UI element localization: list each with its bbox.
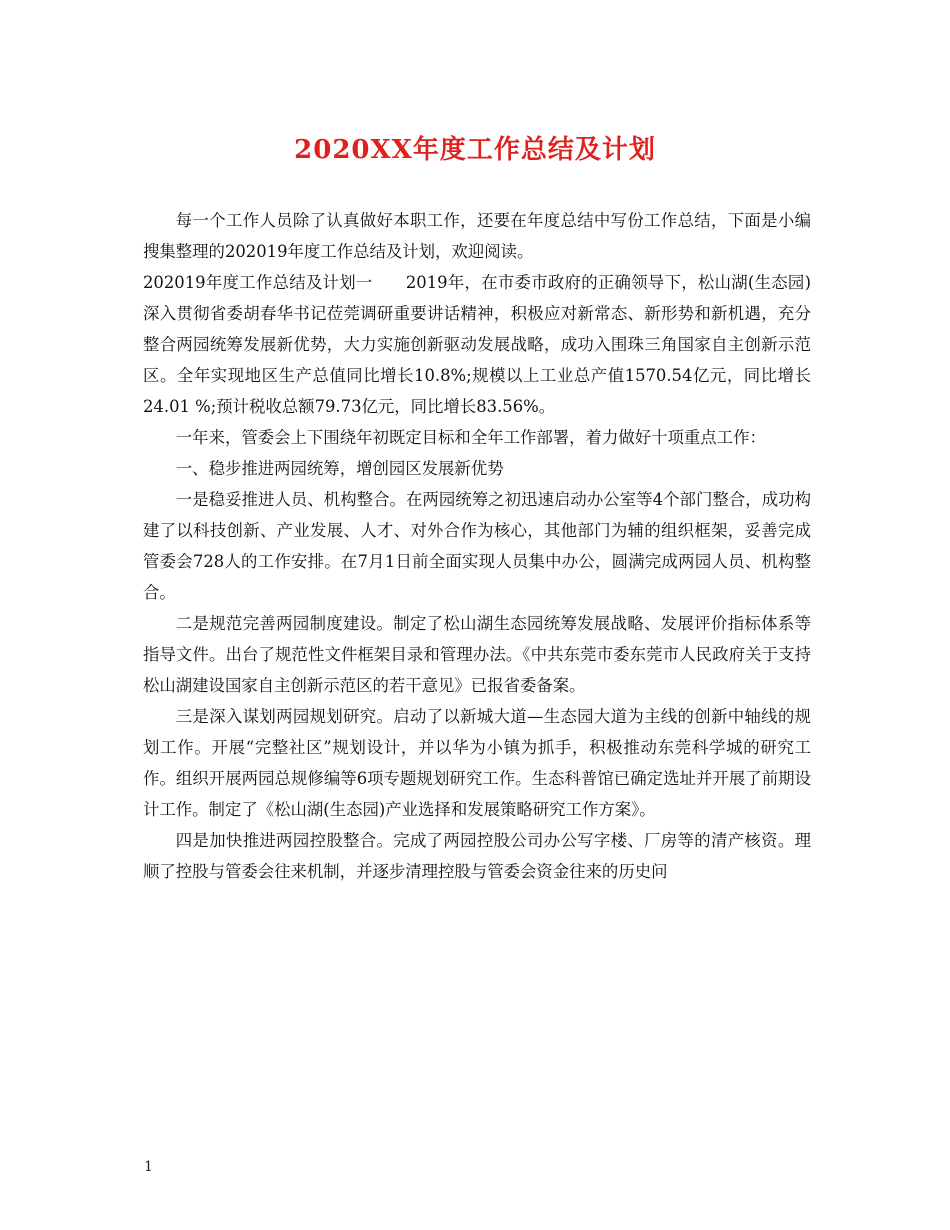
paragraph-item-1: 一是稳妥推进人员、机构整合。在两园统筹之初迅速启动办公室等4个部门整合，成功构建了以科技创新、产业发展、人才、对外合作为核心，其他部门为辅的组织框架，妥善完成管委会728人的工作安排。在7月1日前全面实现人员集中办公，圆满完成两园人员、机构整合。 bbox=[143, 490, 811, 602]
page-number: 1 bbox=[144, 1159, 153, 1175]
paragraph-summary: 202019年度工作总结及计划一 2019年，在市委市政府的正确领导下，松山湖(生态园)深入贯彻省委胡春华书记莅莞调研重要讲话精神，积极应对新常态、新形势和新机遇，充分整合两园统筹发展新优势，大力实施创新驱动发展战略，成功入围珠三角国家自主创新示范区。全年实现地区生产总值同比增长10.8%;规模以上工业总产值1570.54亿元，同比增长24.01 %;预计税收总额79.73亿元，同比增长83.56%。 bbox=[143, 273, 811, 416]
paragraph-item-2: 二是规范完善两园制度建设。制定了松山湖生态园统筹发展战略、发展评价指标体系等指导文件。出台了规范性文件框架目录和管理办法。《中共东莞市委东莞市人民政府关于支持松山湖建设国家自主创新示范区的若干意见》已报省委备案。 bbox=[143, 614, 811, 695]
paragraph-item-3: 三是深入谋划两园规划研究。启动了以新城大道—生态园大道为主线的创新中轴线的规划工作。开展“完整社区”规划设计，并以华为小镇为抓手，积极推动东莞科学城的研究工作。组织开展两园总规修编等6项专题规划研究工作。生态科普馆已确定选址并开展了前期设计工作。制定了《松山湖(生态园)产业选择和发展策略研究工作方案》。 bbox=[143, 707, 811, 819]
section-heading-1: 一、稳步推进两园统筹，增创园区发展新优势 bbox=[175, 459, 504, 478]
paragraph-intro: 每一个工作人员除了认真做好本职工作，还要在年度总结中写份工作总结，下面是小编搜集整理的202019年度工作总结及计划，欢迎阅读。 bbox=[143, 211, 811, 261]
document-title: 2020XX年度工作总结及计划 bbox=[294, 135, 656, 165]
paragraph-item-4: 四是加快推进两园控股整合。完成了两园控股公司办公写字楼、厂房等的清产核资。理顺了控股与管委会往来机制，并逐步清理控股与管委会资金往来的历史问 bbox=[143, 831, 811, 881]
document-body bbox=[143, 205, 811, 887]
paragraph-overview: 一年来，管委会上下围绕年初既定目标和全年工作部署，着力做好十项重点工作： bbox=[175, 428, 766, 447]
